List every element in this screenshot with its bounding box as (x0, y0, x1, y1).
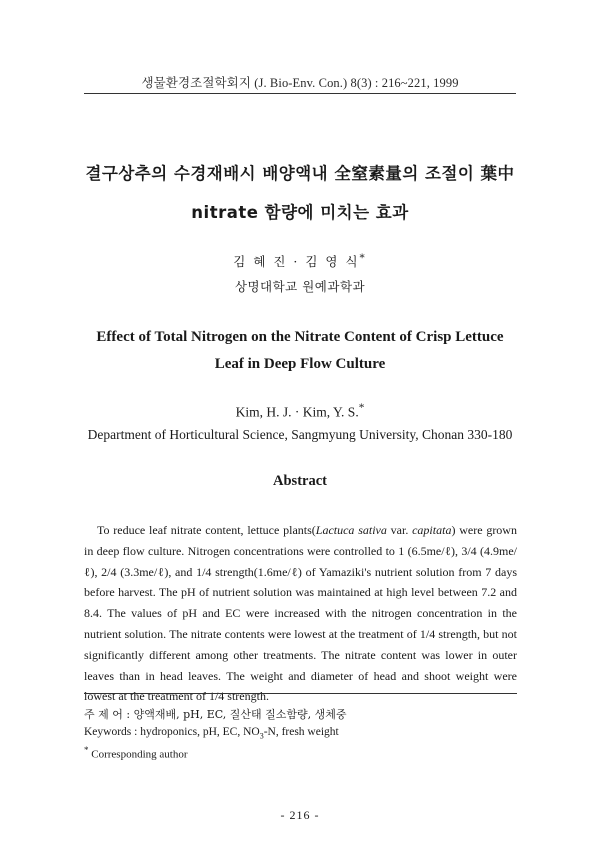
english-authors (0, 402, 600, 421)
english-keywords (84, 726, 339, 740)
footnote-text: Corresponding author (91, 748, 188, 761)
korean-author-mark: * (359, 252, 367, 264)
abstract-part-1: To reduce leaf nitrate content, lettuce plants( (97, 523, 316, 537)
page-number: - 216 - (280, 808, 320, 822)
korean-author-names: 김 혜 진 · 김 영 식 (233, 254, 360, 270)
abstract-body (84, 520, 517, 707)
corresponding-author-note (84, 745, 187, 761)
footnote-mark: * (84, 745, 89, 755)
english-keywords-text-before: hydroponics, pH, EC, NO (140, 726, 260, 738)
english-affiliation: Department of Horticultural Science, Sangmyung University, Chonan 330-180 (87, 427, 513, 442)
english-title-line-2: Leaf in Deep Flow Culture (214, 356, 386, 372)
english-author-mark: * (358, 402, 365, 414)
header-divider (84, 93, 516, 94)
korean-affiliation: 상명대학교 원예과학과 (234, 279, 366, 294)
journal-header: 생물환경조절학회지 (J. Bio-Env. Con.) 8(3) : 216~221, 1999 (141, 76, 459, 90)
abstract-part-3: ) were grown in deep flow culture. Nitrogen concentrations were controlled to 1 (6.5me/ℓ), 3/4 (4.9me/ℓ), 2/4 (3.3me/ℓ), and 1/4 strength(1.6me/ℓ) of Yamaziki's nutrient solution from 7 days before harvest. The pH of nutrient solution was maintained at high level between 7.2 and 8.4. The values of pH and EC were increased with the nitrogen concentration in the nutrient solution. The nitrate contents were lowest at the treatment of 1/4 strength, but not significantly different among other treatments. The nitrate content was lower in outer leaves than in head leaves. The weight and diameter of head and shoot weight were lowest at the treatment of 1/4 strength. (84, 523, 517, 704)
english-keywords-subscript: 3 (259, 731, 264, 741)
korean-title-line-2: nitrate 함량에 미치는 효과 (191, 203, 409, 222)
english-keywords-text-after: -N, fresh weight (263, 726, 339, 738)
korean-keywords-label: 주 제 어 : (84, 708, 131, 721)
korean-keywords-text: 양액재배, pH, EC, 질산태 질소함량, 생체중 (133, 708, 347, 721)
abstract-part-2: var. (386, 523, 413, 537)
english-keywords-label: Keywords : (84, 726, 138, 738)
abstract-variety: capitata (412, 523, 452, 537)
korean-keywords (84, 706, 347, 722)
english-title-line-1: Effect of Total Nitrogen on the Nitrate Content of Crisp Lettuce (96, 329, 504, 345)
korean-title-line-1: 결구상추의 수경재배시 배양액내 全窒素量의 조절이 葉中 (85, 164, 515, 183)
english-author-names: Kim, H. J. · Kim, Y. S. (235, 404, 359, 420)
abstract-heading: Abstract (273, 473, 327, 489)
abstract-species: Lactuca sativa (315, 523, 387, 537)
korean-authors (0, 252, 600, 270)
footer-divider (84, 693, 517, 694)
